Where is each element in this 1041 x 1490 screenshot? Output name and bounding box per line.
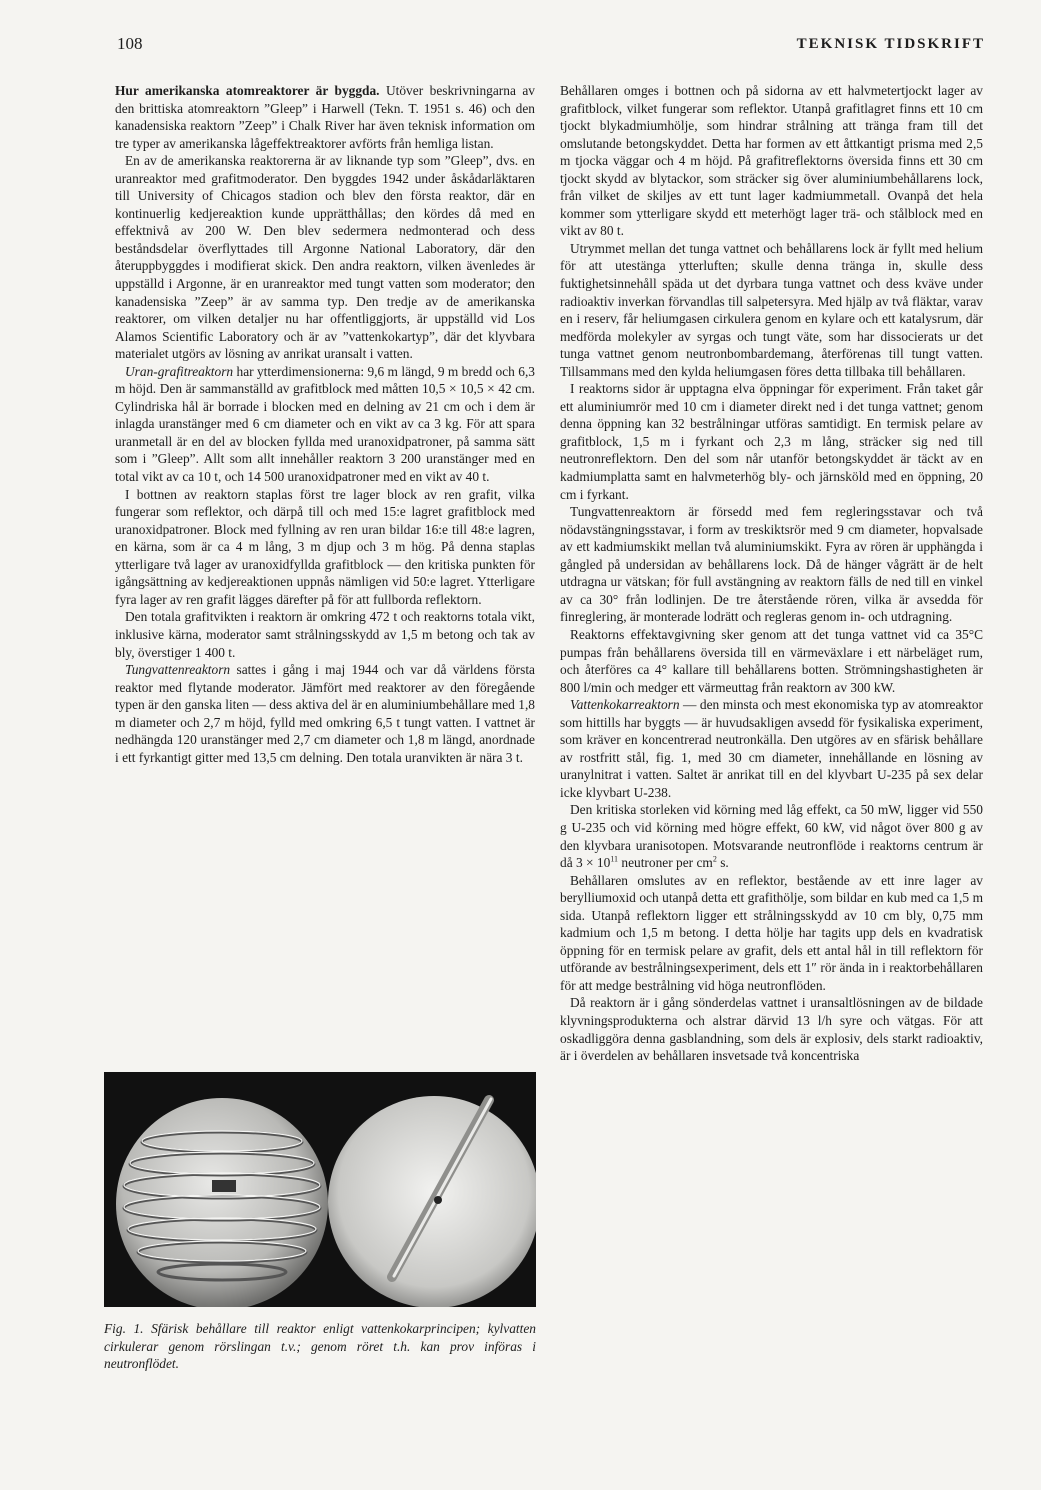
spherical-vessels-image bbox=[104, 1072, 536, 1307]
paragraph: Behållaren omges i bottnen och på sidorna av ett halvmetertjockt lager av grafitblock, vilket fungerar som reflektor. Utanpå grafitlagret finns ett 10 cm tjockt blykadmiumhölje, som hindrar strålning att tränga fram till det omslutande betongskyddet. Detta har formen av ett åttkantigt prisma med 2,5 m tjocka väggar och 4 m höjd. På grafitreflektorns översida finns ett 30 cm tjockt skydd av blytackor, som sträcker sig över aluminiumbehållarens lock, från vilket de skiljes av ett tunt lager kadmiummetall. Ovanpå det hela kommer som ytterligare skydd ett meterhögt lager trä- och stålblock med en vikt av 80 t. bbox=[560, 83, 983, 239]
paragraph bbox=[115, 82, 535, 152]
term-heading: Vattenkokarreaktorn bbox=[570, 697, 680, 713]
figure-photo bbox=[104, 1072, 536, 1307]
paragraph-text: sattes i gång i maj 1944 och var då världens första reaktor med flytande moderator. Jämfört med reaktorer av den föregående typen är den ganska liten — dess aktiva del är en aluminiumbehållare med 1,8 m diameter och 2,7 m höjd, fylld med omkring 6,5 t tungt vatten. I vattnet är nedhängda 120 uranstänger med 2,7 cm diameter och 1,8 m längd, anordnade i ett fyrkantigt gitter med 13,5 cm delning. Den totala uranvikten är nära 3 t. bbox=[115, 662, 535, 765]
superscript: 11 bbox=[610, 854, 619, 864]
section-heading: Hur amerikanska atomreaktorer är byggda. bbox=[115, 83, 380, 98]
paragraph-text: neutroner per cm bbox=[618, 855, 713, 871]
paragraph bbox=[115, 661, 535, 766]
paragraph: Utrymmet mellan det tunga vattnet och behållarens lock är fyllt med helium för att utestänga ytterluften; skulle denna tränga in, skulle dess fuktighetsinnehåll späda ut det dyrbara tunga vattnet och dess kväve under radioaktiv inverkan förvandlas till salpetersyra. Med hjälp av två fläktar, varav en i reserv, får heliumgasen cirkulera genom en kylare och ett katalysrum, där medförda molekyler av syrgas och tungt väte, som har dissocierats ur det tunga vattnet genom neutronbombardemang, återförenas till tungt vatten. Tillsammans med den kylda heliumgasen föres detta tillbaka till behållaren. bbox=[560, 240, 983, 379]
paragraph-text: Utöver beskrivningarna av den brittiska atomreaktorn ”Gleep” i Harwell (Tekn. T. 1951 s. 46) och den kanadensiska reaktorn ”Zeep” i Chalk River har även teknisk information om tre typer av amerikanska lågeffektreaktorer avförts från hemliga listan. bbox=[115, 83, 535, 151]
paragraph: Tungvattenreaktorn är försedd med fem regleringsstavar och två nödavstängningsstavar, i form av treskiktsrör med 9 cm diameter, hopvalsade av ett kadmiumskikt mellan två aluminiumskikt. Fyra av rören är upphängda i gångled på undersidan av behållarens lock. Då de hänger vågrätt är de helt utdragna ur vätskan; för full avstängning av reaktorn fälls de ned till en vinkel av ca 30° från lodlinjen. De tre återstående rören, vilka är avsedda för finreglering, är monterade lodrätt och regleras genom in- och utdragning. bbox=[560, 504, 983, 625]
paragraph: I reaktorns sidor är upptagna elva öppningar för experiment. Från taket går ett aluminiumrör med 10 cm i diameter direkt ned i det tunga vattnet; genom denna öppning kan 32 bestrålningar utföras samtidigt. En termisk pelare av grafitblock, 1,5 m i fyrkant och 2,3 m lång, sträcker sig ned till neutronreflektorn. Den del som når utanför betongskyddet är täckt av en kadmiumplatta samt en halvmeterhög bly- och järnsköld med en öppning, 20 cm i fyrkant. bbox=[560, 381, 983, 502]
paragraph bbox=[560, 801, 983, 871]
term-heading: Tungvattenreaktorn bbox=[125, 662, 231, 678]
paragraph-text: har ytterdimensionerna: 9,6 m längd, 9 m bredd och 6,3 m höjd. Den är sammanställd av grafitblock med måtten 10,5 × 10,5 × 42 cm. Cylindriska hål är borrade i blocken med en delning av 21 cm och i dem är inlagda uranstänger med 6 cm diameter och en vikt av ca 3 kg. För att spara uranmetall är en del av blocken fyllda med uranoxidpatroner, på samma sätt som i ”Gleep”. Allt som allt innehåller reaktorn 3 200 uranstänger med en total vikt av ca 10 t, och 14 500 uranoxidpatroner med en vikt av 40 t. bbox=[115, 363, 535, 485]
paragraph: Då reaktorn är i gång sönderdelas vattnet i uransaltlösningen av de bildade klyvningsprodukterna och alstrar därvid 13 l/h syre och vätgas. För att oskadliggöra denna gasblandning, som dels är explosiv, dels starkt radioaktiv, är i överdelen av behållaren insvetsade två koncentriska bbox=[560, 995, 983, 1064]
paragraph: I bottnen av reaktorn staplas först tre lager block av ren grafit, vilka fungerar som reflektor, och därpå till och med 15:e lagret grafitblock med uranoxidpatroner. Block med fyllning av ren uran bildar 16:e till 48:e lagren, en kärna, som är ca 4 m lång, 3 m djup och 3 m hög. På denna staplas ytterligare två lager av uranoxidfyllda grafitblock — den kritiska punkten för igångsättning av kedjereaktionen uppnås nämligen vid 50:e lagret. Ytterligare fyra lager av ren grafit lägges därefter på för att fullborda reflektorn. bbox=[115, 486, 535, 607]
page-number: 108 bbox=[117, 34, 143, 53]
right-column bbox=[560, 82, 983, 1065]
paragraph bbox=[560, 696, 983, 801]
paragraph: En av de amerikanska reaktorerna är av liknande typ som ”Gleep”, dvs. en uranreaktor med grafitmoderator. Den byggdes 1942 under åskådarläktaren till University of Chicagos stadion och blev den första reaktor, där en kontinuerlig kedjereaktion kunde upprätthållas; den kördes då med en effektnivå av 200 W. Den blev sedermera nedmonterad och dess beståndsdelar överflyttades till Argonne National Laboratory, där den återuppbyggdes i modifierat skick. Den andra reaktorn, vilken ävenledes är uppställd i Argonne, är en uranreaktor med tungt vatten som moderator; den kanadensiska ”Zeep” är av samma typ. Den tredje av de amerikanska reaktorer, om vilken detaljer nu har offentliggjorts, är uppställd vid Los Alamos Scientific Laboratory och är av ”vattenkokartyp”, där det klyvbara materialet utgörs av lösning av anrikat uransalt i vatten. bbox=[115, 153, 535, 362]
paragraph: Behållaren omslutes av en reflektor, bestående av ett inre lager av berylliumoxid och utanpå detta ett grafithölje, som bildar en kub med ca 1,5 m sida. Utanpå reflektorn ligger ett strålningsskydd av 10 cm bly, 0,75 mm kadmium och 1,5 m betong. I detta hölje har tagits upp dels en kvadratisk öppning för en termisk pelare av grafit, dels ett antal hål in till reflektorn för utförande av bestrålningsexperiment, dels ett 1″ rör ända in i reaktorbehållaren för att medge bestrålning vid höga neutronflöden. bbox=[560, 872, 983, 993]
paragraph-text: Den kritiska storleken vid körning med låg effekt, ca 50 mW, ligger vid 550 g U-235 och vid körning med högre effekt, 60 kW, vid något över 800 g av den klyvbara uranisotopen. Motsvarande neutronflöde i reaktorns centrum är då 3 × 10 bbox=[560, 802, 983, 871]
left-column bbox=[115, 82, 535, 766]
paragraph: Reaktorns effektavgivning sker genom att det tunga vattnet vid ca 35°C pumpas från behållarens översida till en värmeväxlare i ett närbeläget rum, och återföres ca 4° kallare till behållarens botten. Strömningshastigheten är 800 l/min och medger ett värmeuttag från reaktorn av 300 kW. bbox=[560, 626, 983, 695]
term-heading: Uran-grafitreaktorn bbox=[125, 363, 234, 379]
figure-caption: Fig. 1. Sfärisk behållare till reaktor enligt vattenkokarprincipen; kylvatten cirkulerar genom rörslingan t.v.; genom röret t.h. kan prov införas i neutronflödet. bbox=[104, 1321, 536, 1371]
journal-title: TEKNISK TIDSKRIFT bbox=[796, 36, 985, 52]
superscript: 2 bbox=[712, 854, 717, 864]
paragraph-text: s. bbox=[716, 855, 729, 871]
paragraph-text: — den minsta och mest ekonomiska typ av atomreaktor som hittills har byggts — är huvudsakligen avsedd för fysikaliska experiment, som kräver en koncentrerad neutronkälla. Den utgöres av en sfärisk behållare av rostfritt stål, fig. 1, med 30 cm diameter, innehållande en lösning av uranylnitrat i vatten. Saltet är anrikat till en del klyvbart U-235 på sex delar icke klyvbart U-238. bbox=[560, 697, 983, 800]
paragraph: Den totala grafitvikten i reaktorn är omkring 472 t och reaktorns totala vikt, inklusive kärna, moderator samt strålningsskydd av 1,5 m betong och tak av bly, överstiger 1 400 t. bbox=[115, 609, 535, 660]
paragraph bbox=[115, 363, 535, 486]
